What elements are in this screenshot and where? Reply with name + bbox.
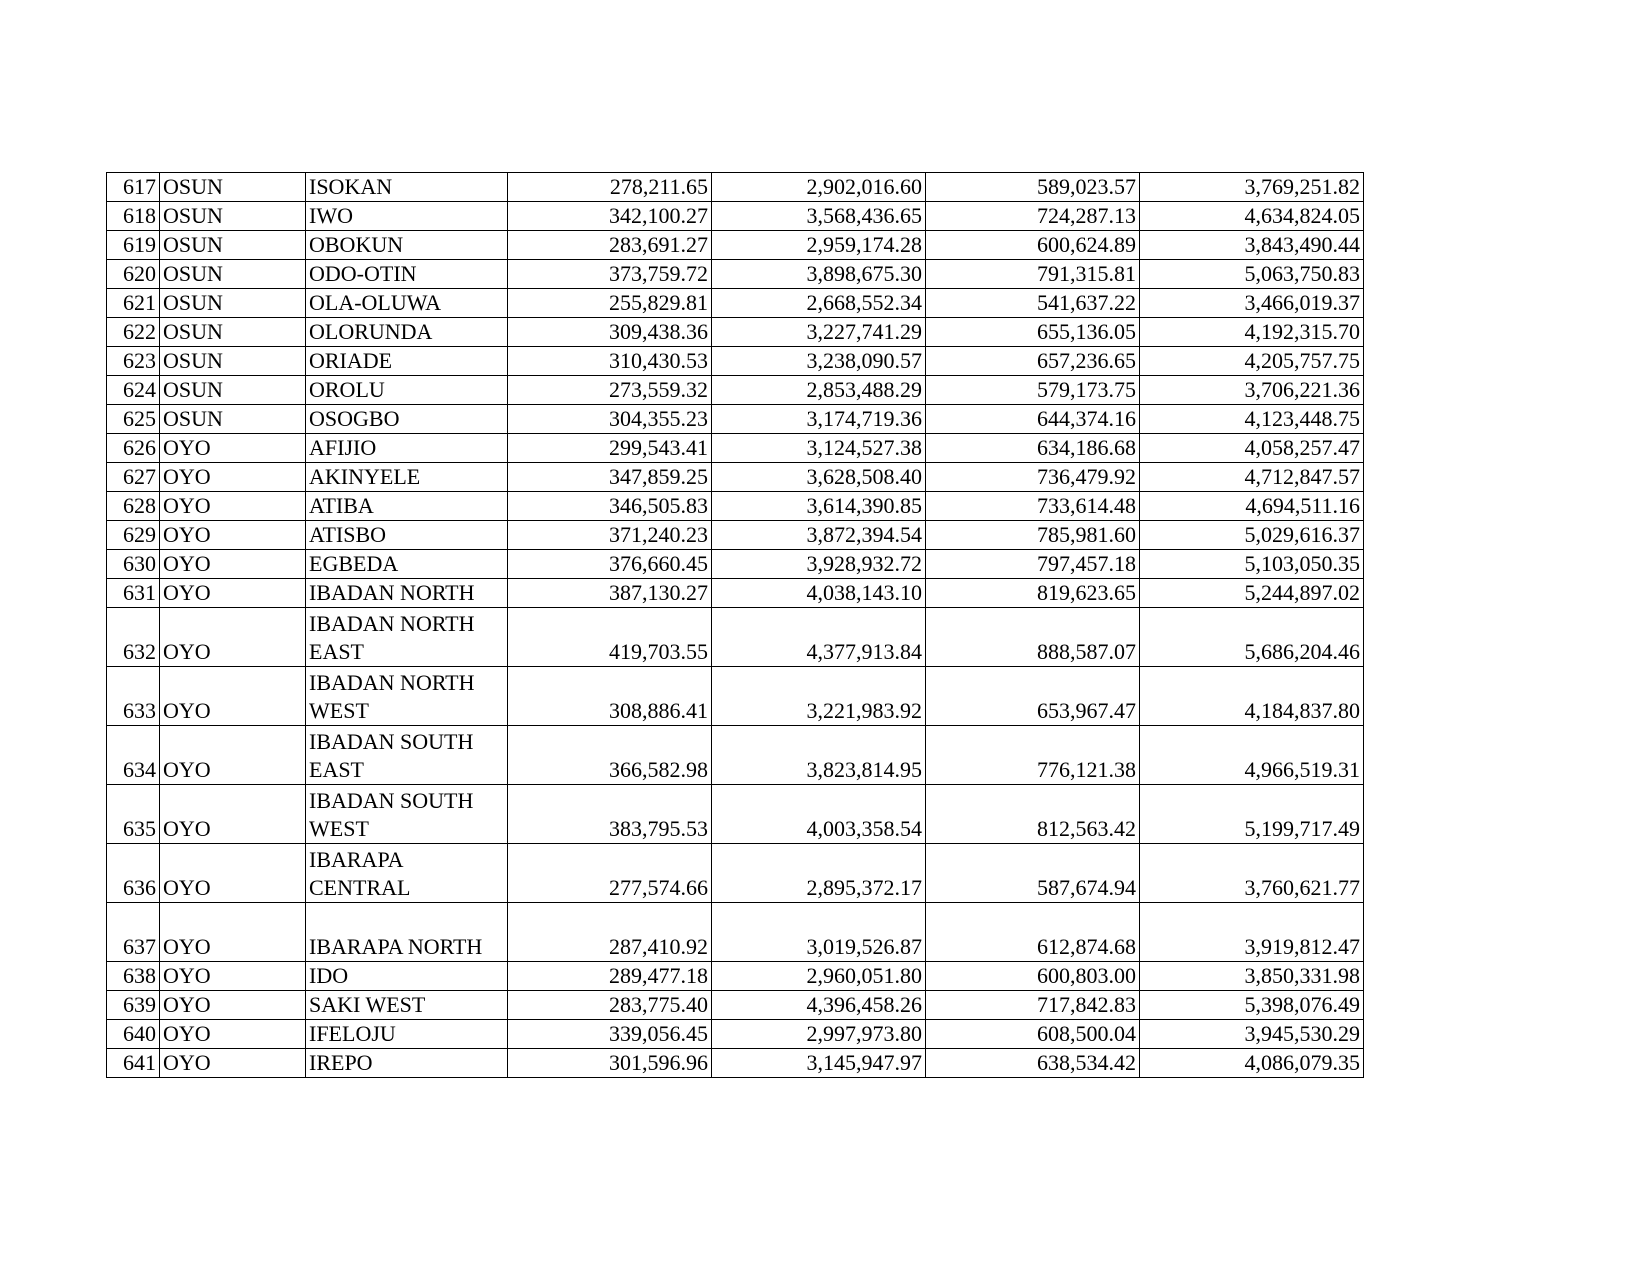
- amount-col2-cell: 3,628,508.40: [712, 463, 926, 492]
- amount-col1-cell: 301,596.96: [508, 1049, 712, 1078]
- amount-col2-cell: 2,960,051.80: [712, 962, 926, 991]
- amount-col3-cell: 819,623.65: [926, 579, 1140, 608]
- state-cell: OYO: [160, 608, 306, 667]
- amount-col2-cell: 2,853,488.29: [712, 376, 926, 405]
- amount-col3-cell: 541,637.22: [926, 289, 1140, 318]
- amount-col2-cell: 2,668,552.34: [712, 289, 926, 318]
- total-cell: 5,103,050.35: [1140, 550, 1364, 579]
- total-cell: 4,966,519.31: [1140, 726, 1364, 785]
- state-cell: OYO: [160, 726, 306, 785]
- serial-number-cell: 622: [107, 318, 160, 347]
- table-row: [107, 521, 1364, 550]
- serial-number-cell: 639: [107, 991, 160, 1020]
- state-cell: OYO: [160, 785, 306, 844]
- serial-number-cell: 626: [107, 434, 160, 463]
- amount-col2-cell: 3,238,090.57: [712, 347, 926, 376]
- lga-cell: IREPO: [306, 1049, 508, 1078]
- table-row: [107, 844, 1364, 903]
- amount-col1-cell: 342,100.27: [508, 202, 712, 231]
- lga-cell: ORIADE: [306, 347, 508, 376]
- total-cell: 4,086,079.35: [1140, 1049, 1364, 1078]
- lga-cell: OROLU: [306, 376, 508, 405]
- state-cell: OYO: [160, 579, 306, 608]
- amount-col2-cell: 4,003,358.54: [712, 785, 926, 844]
- amount-col1-cell: 309,438.36: [508, 318, 712, 347]
- state-cell: OYO: [160, 991, 306, 1020]
- lga-cell: OBOKUN: [306, 231, 508, 260]
- amount-col3-cell: 655,136.05: [926, 318, 1140, 347]
- amount-col2-cell: 4,396,458.26: [712, 991, 926, 1020]
- allocation-table: [106, 172, 1364, 1078]
- lga-cell: ATIBA: [306, 492, 508, 521]
- serial-number-cell: 627: [107, 463, 160, 492]
- total-cell: 3,769,251.82: [1140, 173, 1364, 202]
- amount-col3-cell: 724,287.13: [926, 202, 1140, 231]
- lga-cell: IWO: [306, 202, 508, 231]
- state-cell: OYO: [160, 962, 306, 991]
- amount-col1-cell: 299,543.41: [508, 434, 712, 463]
- total-cell: 5,199,717.49: [1140, 785, 1364, 844]
- amount-col1-cell: 278,211.65: [508, 173, 712, 202]
- serial-number-cell: 620: [107, 260, 160, 289]
- amount-col1-cell: 283,691.27: [508, 231, 712, 260]
- table-row: [107, 492, 1364, 521]
- total-cell: 4,058,257.47: [1140, 434, 1364, 463]
- serial-number-cell: 638: [107, 962, 160, 991]
- serial-number-cell: 623: [107, 347, 160, 376]
- serial-number-cell: 624: [107, 376, 160, 405]
- table-row: [107, 579, 1364, 608]
- state-cell: OYO: [160, 550, 306, 579]
- total-cell: 4,192,315.70: [1140, 318, 1364, 347]
- state-cell: OSUN: [160, 202, 306, 231]
- amount-col1-cell: 373,759.72: [508, 260, 712, 289]
- amount-col3-cell: 589,023.57: [926, 173, 1140, 202]
- amount-col3-cell: 797,457.18: [926, 550, 1140, 579]
- table-row: [107, 231, 1364, 260]
- serial-number-cell: 619: [107, 231, 160, 260]
- amount-col1-cell: 310,430.53: [508, 347, 712, 376]
- amount-col1-cell: 277,574.66: [508, 844, 712, 903]
- amount-col2-cell: 3,928,932.72: [712, 550, 926, 579]
- serial-number-cell: 625: [107, 405, 160, 434]
- amount-col3-cell: 736,479.92: [926, 463, 1140, 492]
- lga-cell: IDO: [306, 962, 508, 991]
- amount-col3-cell: 644,374.16: [926, 405, 1140, 434]
- table-row: [107, 1049, 1364, 1078]
- state-cell: OSUN: [160, 173, 306, 202]
- total-cell: 5,244,897.02: [1140, 579, 1364, 608]
- amount-col3-cell: 653,967.47: [926, 667, 1140, 726]
- lga-cell: IBADAN NORTH EAST: [306, 608, 508, 667]
- amount-col3-cell: 657,236.65: [926, 347, 1140, 376]
- amount-col2-cell: 3,145,947.97: [712, 1049, 926, 1078]
- total-cell: 3,919,812.47: [1140, 903, 1364, 962]
- amount-col1-cell: 255,829.81: [508, 289, 712, 318]
- amount-col1-cell: 376,660.45: [508, 550, 712, 579]
- amount-col2-cell: 3,898,675.30: [712, 260, 926, 289]
- amount-col2-cell: 3,221,983.92: [712, 667, 926, 726]
- amount-col2-cell: 4,038,143.10: [712, 579, 926, 608]
- serial-number-cell: 628: [107, 492, 160, 521]
- lga-cell: EGBEDA: [306, 550, 508, 579]
- lga-cell: IFELOJU: [306, 1020, 508, 1049]
- lga-cell: ODO-OTIN: [306, 260, 508, 289]
- amount-col1-cell: 339,056.45: [508, 1020, 712, 1049]
- state-cell: OYO: [160, 1020, 306, 1049]
- table-row: [107, 962, 1364, 991]
- amount-col1-cell: 371,240.23: [508, 521, 712, 550]
- amount-col1-cell: 383,795.53: [508, 785, 712, 844]
- state-cell: OSUN: [160, 405, 306, 434]
- serial-number-cell: 640: [107, 1020, 160, 1049]
- amount-col1-cell: 304,355.23: [508, 405, 712, 434]
- amount-col2-cell: 3,614,390.85: [712, 492, 926, 521]
- state-cell: OYO: [160, 521, 306, 550]
- lga-cell: IBADAN NORTH WEST: [306, 667, 508, 726]
- amount-col3-cell: 717,842.83: [926, 991, 1140, 1020]
- amount-col1-cell: 287,410.92: [508, 903, 712, 962]
- total-cell: 4,184,837.80: [1140, 667, 1364, 726]
- amount-col3-cell: 608,500.04: [926, 1020, 1140, 1049]
- amount-col2-cell: 3,174,719.36: [712, 405, 926, 434]
- serial-number-cell: 632: [107, 608, 160, 667]
- serial-number-cell: 630: [107, 550, 160, 579]
- amount-col2-cell: 3,019,526.87: [712, 903, 926, 962]
- amount-col2-cell: 2,959,174.28: [712, 231, 926, 260]
- amount-col3-cell: 638,534.42: [926, 1049, 1140, 1078]
- table-row: [107, 726, 1364, 785]
- table-row: [107, 376, 1364, 405]
- table-row: [107, 463, 1364, 492]
- table-row: [107, 991, 1364, 1020]
- amount-col2-cell: 2,902,016.60: [712, 173, 926, 202]
- amount-col3-cell: 733,614.48: [926, 492, 1140, 521]
- serial-number-cell: 618: [107, 202, 160, 231]
- total-cell: 4,634,824.05: [1140, 202, 1364, 231]
- amount-col1-cell: 289,477.18: [508, 962, 712, 991]
- amount-col2-cell: 4,377,913.84: [712, 608, 926, 667]
- amount-col3-cell: 888,587.07: [926, 608, 1140, 667]
- state-cell: OSUN: [160, 231, 306, 260]
- amount-col3-cell: 587,674.94: [926, 844, 1140, 903]
- lga-cell: IBARAPA NORTH: [306, 903, 508, 962]
- amount-col2-cell: 3,823,814.95: [712, 726, 926, 785]
- amount-col1-cell: 387,130.27: [508, 579, 712, 608]
- table-row: [107, 1020, 1364, 1049]
- amount-col3-cell: 791,315.81: [926, 260, 1140, 289]
- table-row: [107, 667, 1364, 726]
- table-row: [107, 785, 1364, 844]
- lga-cell: IBADAN SOUTH WEST: [306, 785, 508, 844]
- total-cell: 5,029,616.37: [1140, 521, 1364, 550]
- table-row: [107, 347, 1364, 376]
- amount-col2-cell: 2,895,372.17: [712, 844, 926, 903]
- amount-col1-cell: 273,559.32: [508, 376, 712, 405]
- lga-cell: ISOKAN: [306, 173, 508, 202]
- state-cell: OSUN: [160, 289, 306, 318]
- state-cell: OYO: [160, 844, 306, 903]
- state-cell: OYO: [160, 463, 306, 492]
- amount-col2-cell: 3,872,394.54: [712, 521, 926, 550]
- amount-col2-cell: 3,227,741.29: [712, 318, 926, 347]
- serial-number-cell: 641: [107, 1049, 160, 1078]
- serial-number-cell: 631: [107, 579, 160, 608]
- amount-col3-cell: 776,121.38: [926, 726, 1140, 785]
- amount-col1-cell: 366,582.98: [508, 726, 712, 785]
- total-cell: 3,843,490.44: [1140, 231, 1364, 260]
- serial-number-cell: 621: [107, 289, 160, 318]
- lga-cell: IBADAN SOUTH EAST: [306, 726, 508, 785]
- amount-col2-cell: 3,568,436.65: [712, 202, 926, 231]
- state-cell: OSUN: [160, 376, 306, 405]
- total-cell: 4,205,757.75: [1140, 347, 1364, 376]
- amount-col3-cell: 600,803.00: [926, 962, 1140, 991]
- amount-col3-cell: 579,173.75: [926, 376, 1140, 405]
- lga-cell: SAKI WEST: [306, 991, 508, 1020]
- state-cell: OYO: [160, 903, 306, 962]
- total-cell: 5,398,076.49: [1140, 991, 1364, 1020]
- total-cell: 4,123,448.75: [1140, 405, 1364, 434]
- total-cell: 3,706,221.36: [1140, 376, 1364, 405]
- lga-cell: ATISBO: [306, 521, 508, 550]
- table-row: [107, 318, 1364, 347]
- total-cell: 4,712,847.57: [1140, 463, 1364, 492]
- serial-number-cell: 634: [107, 726, 160, 785]
- lga-cell: IBARAPA CENTRAL: [306, 844, 508, 903]
- amount-col2-cell: 3,124,527.38: [712, 434, 926, 463]
- table-row: [107, 202, 1364, 231]
- lga-cell: IBADAN NORTH: [306, 579, 508, 608]
- amount-col2-cell: 2,997,973.80: [712, 1020, 926, 1049]
- state-cell: OYO: [160, 492, 306, 521]
- lga-cell: OSOGBO: [306, 405, 508, 434]
- amount-col3-cell: 785,981.60: [926, 521, 1140, 550]
- serial-number-cell: 617: [107, 173, 160, 202]
- total-cell: 4,694,511.16: [1140, 492, 1364, 521]
- lga-cell: OLORUNDA: [306, 318, 508, 347]
- lga-cell: AFIJIO: [306, 434, 508, 463]
- serial-number-cell: 637: [107, 903, 160, 962]
- amount-col3-cell: 634,186.68: [926, 434, 1140, 463]
- amount-col1-cell: 308,886.41: [508, 667, 712, 726]
- serial-number-cell: 629: [107, 521, 160, 550]
- serial-number-cell: 636: [107, 844, 160, 903]
- table-body: [107, 173, 1364, 1078]
- table-row: [107, 260, 1364, 289]
- total-cell: 3,945,530.29: [1140, 1020, 1364, 1049]
- total-cell: 3,850,331.98: [1140, 962, 1364, 991]
- table-row: [107, 550, 1364, 579]
- amount-col3-cell: 812,563.42: [926, 785, 1140, 844]
- serial-number-cell: 635: [107, 785, 160, 844]
- table-row: [107, 903, 1364, 962]
- total-cell: 3,760,621.77: [1140, 844, 1364, 903]
- amount-col3-cell: 612,874.68: [926, 903, 1140, 962]
- state-cell: OSUN: [160, 347, 306, 376]
- total-cell: 5,686,204.46: [1140, 608, 1364, 667]
- table-row: [107, 173, 1364, 202]
- total-cell: 3,466,019.37: [1140, 289, 1364, 318]
- table-row: [107, 608, 1364, 667]
- total-cell: 5,063,750.83: [1140, 260, 1364, 289]
- amount-col1-cell: 419,703.55: [508, 608, 712, 667]
- state-cell: OYO: [160, 667, 306, 726]
- amount-col1-cell: 283,775.40: [508, 991, 712, 1020]
- lga-cell: AKINYELE: [306, 463, 508, 492]
- table-row: [107, 405, 1364, 434]
- table-row: [107, 289, 1364, 318]
- table-row: [107, 434, 1364, 463]
- state-cell: OYO: [160, 1049, 306, 1078]
- amount-col1-cell: 346,505.83: [508, 492, 712, 521]
- amount-col3-cell: 600,624.89: [926, 231, 1140, 260]
- serial-number-cell: 633: [107, 667, 160, 726]
- state-cell: OYO: [160, 434, 306, 463]
- state-cell: OSUN: [160, 260, 306, 289]
- amount-col1-cell: 347,859.25: [508, 463, 712, 492]
- lga-cell: OLA-OLUWA: [306, 289, 508, 318]
- state-cell: OSUN: [160, 318, 306, 347]
